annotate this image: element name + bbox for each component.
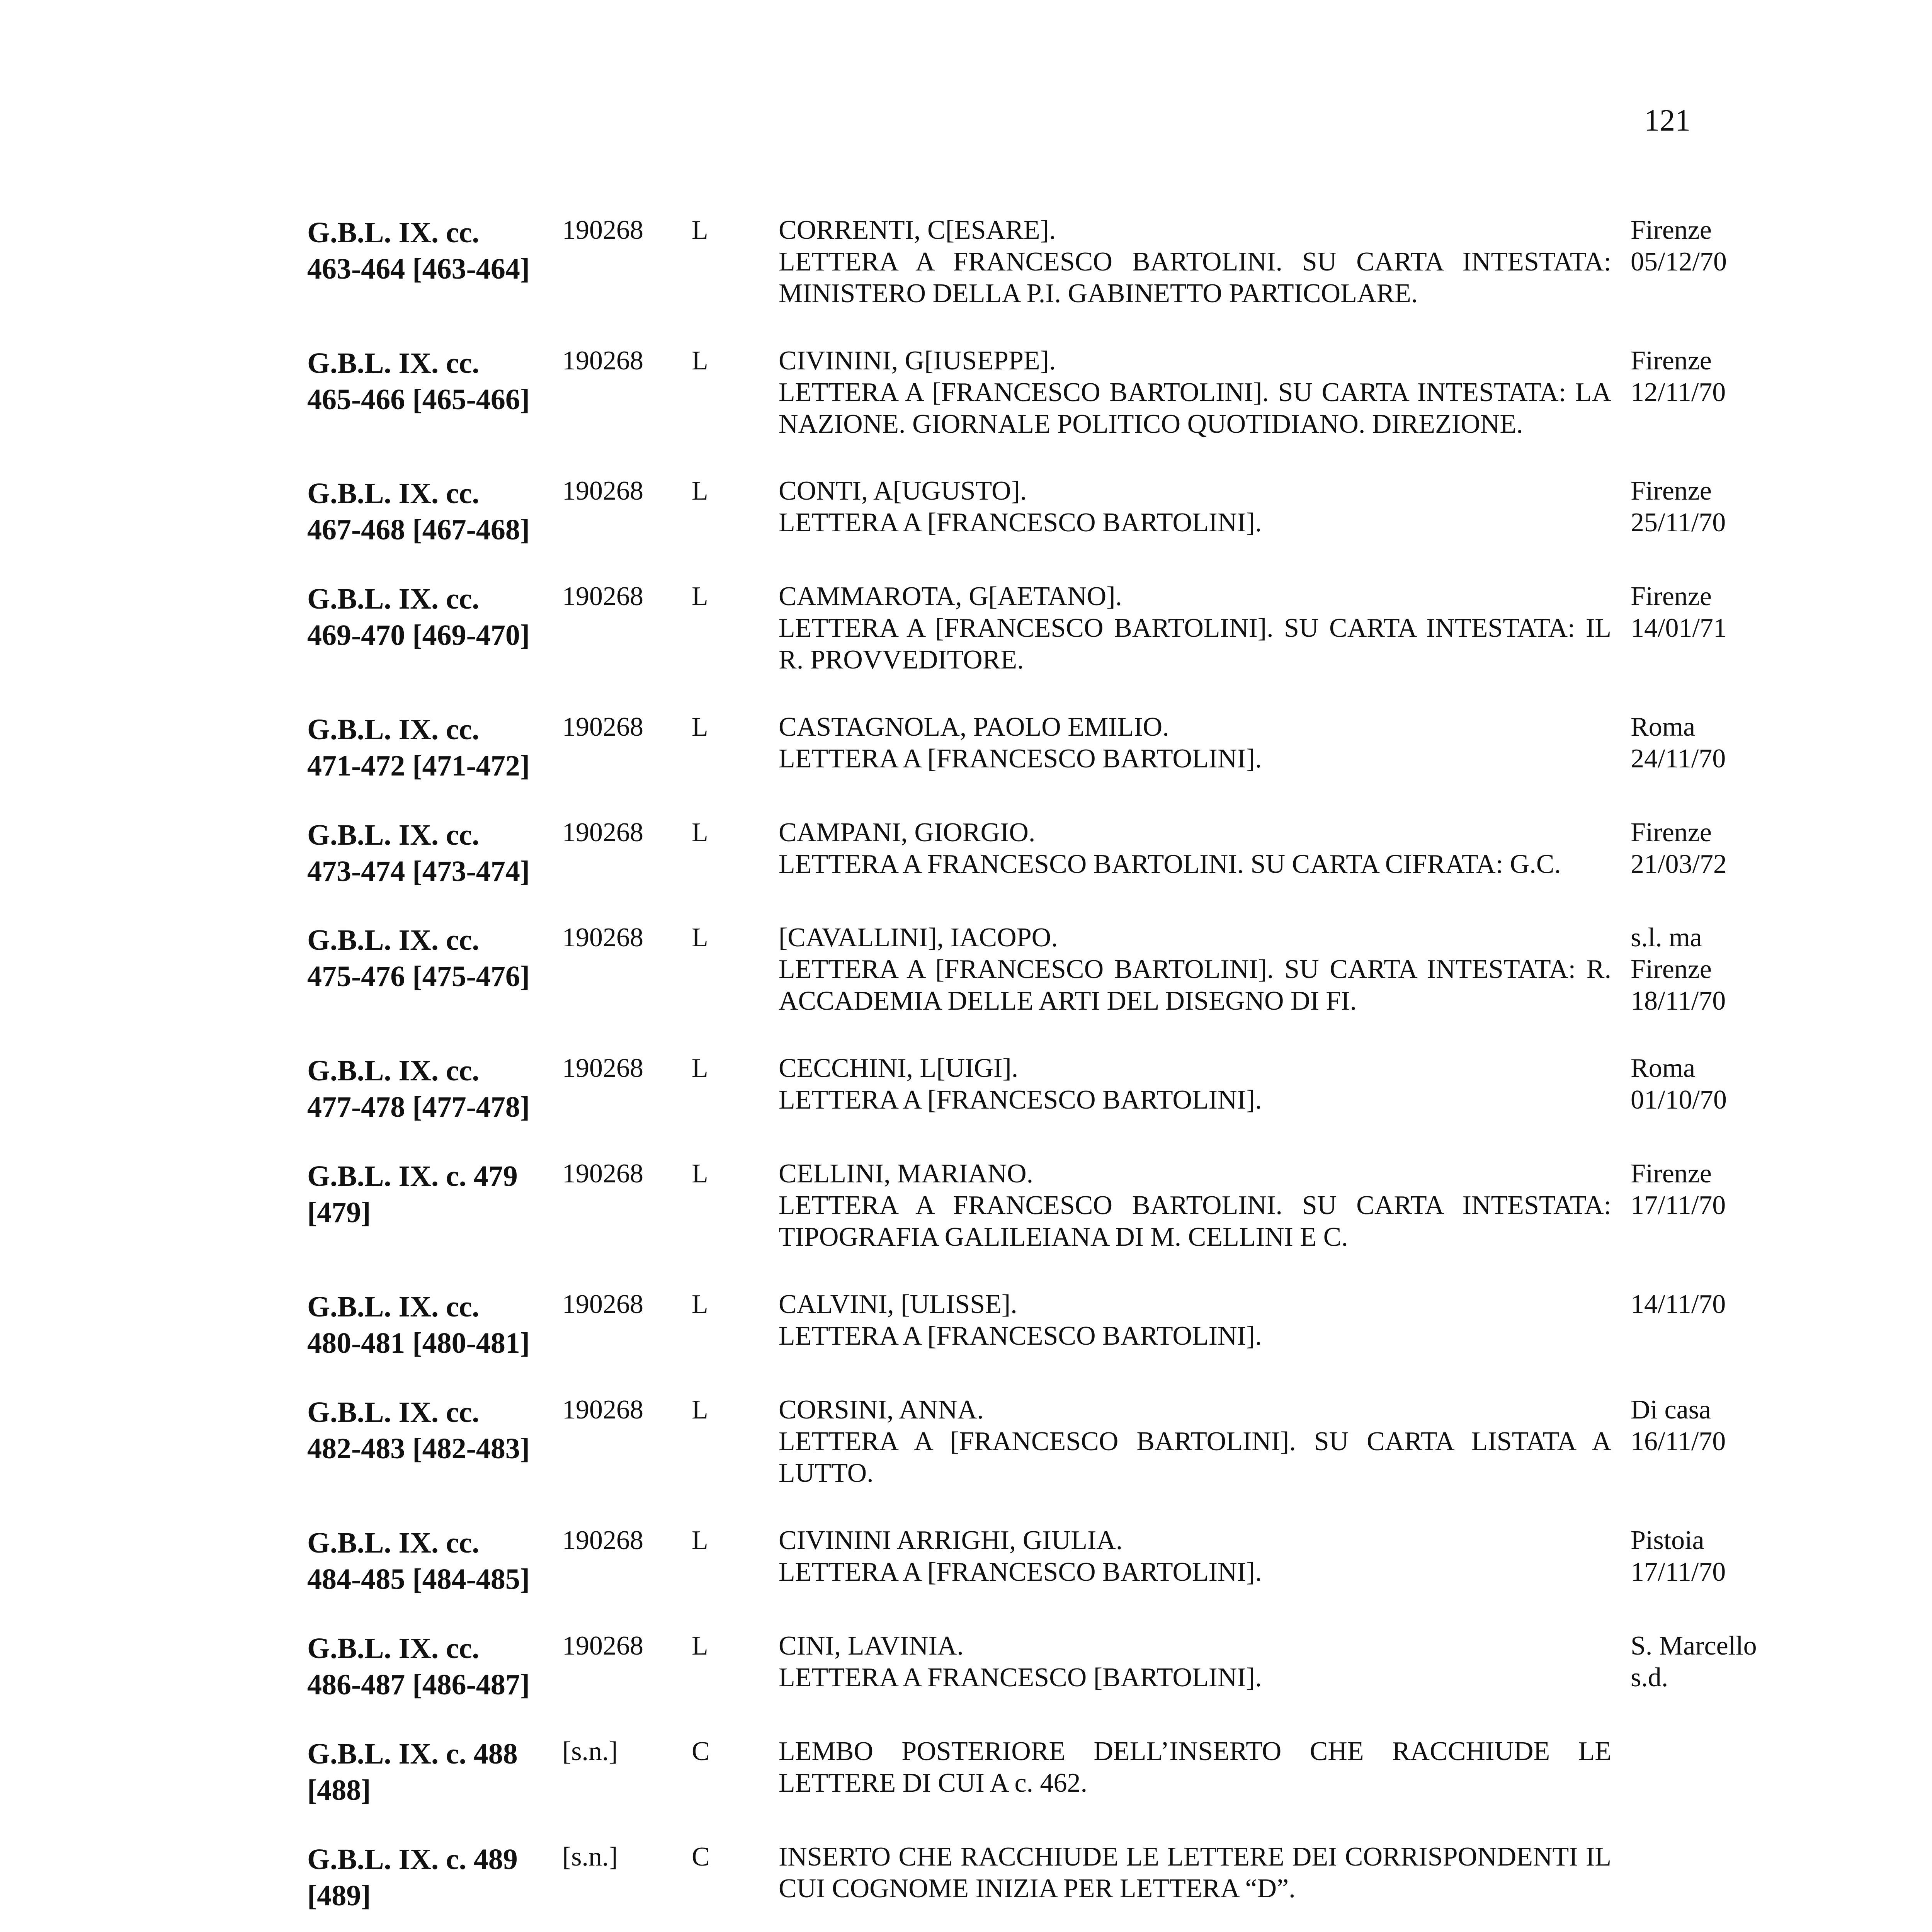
correspondent-name: CALVINI, [ULISSE]. [779, 1289, 1017, 1319]
inventory-number: 190268 [562, 1289, 643, 1319]
description-text: LETTERA A [FRANCESCO BARTOLINI]. [779, 744, 1262, 774]
place-date-line: Firenze [1631, 215, 1712, 245]
shelfmark [307, 817, 554, 889]
inventory-number: 190268 [562, 582, 643, 611]
shelfmark-line: 463-464 [463-464] [307, 253, 530, 285]
description-text: LETTERA A [FRANCESCO BARTOLINI]. SU CARTA LISTATA A LUTTO. [779, 1427, 1611, 1488]
place-date [1631, 817, 1808, 880]
inventory-number: 190268 [562, 712, 643, 742]
shelfmark [307, 1394, 554, 1467]
description [779, 214, 1611, 310]
place-date-line: 12/11/70 [1631, 378, 1726, 407]
place-date [1631, 1525, 1808, 1588]
document-type: L [692, 1159, 708, 1189]
shelfmark [307, 1525, 554, 1597]
description [779, 1053, 1611, 1116]
correspondent-name: CAMPANI, GIORGIO. [779, 818, 1036, 847]
correspondent-name: CELLINI, MARIANO. [779, 1159, 1034, 1189]
shelfmark-line: G.B.L. IX. c. 488 [307, 1738, 518, 1770]
place-date-line: Pistoia [1631, 1526, 1704, 1555]
shelfmark-line: G.B.L. IX. cc. [307, 819, 480, 851]
correspondent-name: CIVININI, G[IUSEPPE]. [779, 346, 1056, 376]
shelfmark-line: G.B.L. IX. cc. [307, 583, 480, 615]
shelfmark-line: [488] [307, 1774, 371, 1806]
description [779, 1736, 1611, 1799]
document-type: L [692, 818, 708, 847]
shelfmark-line: G.B.L. IX. cc. [307, 1396, 480, 1429]
place-date [1631, 1630, 1808, 1694]
description-text: LETTERA A FRANCESCO BARTOLINI. SU CARTA INTESTATA: MINISTERO DELLA P.I. GABINETTO PARTICOLARE. [779, 247, 1611, 308]
shelfmark-line: 484-485 [484-485] [307, 1563, 530, 1595]
correspondent-name: CAMMAROTA, G[AETANO]. [779, 582, 1122, 611]
shelfmark [307, 214, 554, 287]
shelfmark-line: G.B.L. IX. cc. [307, 477, 480, 510]
document-type: L [692, 215, 708, 245]
document-type: L [692, 1289, 708, 1319]
shelfmark [307, 475, 554, 548]
inventory-number: 190268 [562, 923, 643, 952]
document-type: L [692, 1631, 708, 1661]
inventory-number: 190268 [562, 1159, 643, 1189]
shelfmark-line: [489] [307, 1879, 371, 1912]
description-text: INSERTO CHE RACCHIUDE LE LETTERE DEI CORRISPONDENTI IL CUI COGNOME INIZIA PER LETTERA “D”. [779, 1842, 1611, 1903]
place-date-line: 14/01/71 [1631, 613, 1727, 643]
description [779, 817, 1611, 880]
description [779, 1158, 1611, 1253]
description [779, 711, 1611, 775]
place-date-line: Firenze [1631, 818, 1712, 847]
shelfmark-line: 477-478 [477-478] [307, 1091, 530, 1123]
place-date-line: S. Marcello [1631, 1631, 1757, 1661]
correspondent-name: CORSINI, ANNA. [779, 1395, 984, 1425]
inventory-number: 190268 [562, 1053, 643, 1083]
document-type: L [692, 923, 708, 952]
page-number: 121 [1644, 104, 1690, 138]
shelfmark [307, 1841, 554, 1914]
place-date [1631, 345, 1808, 408]
place-date-line: 18/11/70 [1631, 986, 1726, 1016]
shelfmark [307, 1158, 554, 1231]
document-type: L [692, 1053, 708, 1083]
correspondent-name: CORRENTI, C[ESARE]. [779, 215, 1056, 245]
description [779, 345, 1611, 440]
description [779, 922, 1611, 1017]
shelfmark-line: 482-483 [482-483] [307, 1432, 530, 1465]
place-date-line: 24/11/70 [1631, 744, 1726, 774]
shelfmark-line: 486-487 [486-487] [307, 1668, 530, 1701]
shelfmark-line: G.B.L. IX. cc. [307, 1054, 480, 1087]
shelfmark [307, 345, 554, 418]
description [779, 581, 1611, 676]
shelfmark-line: 465-466 [465-466] [307, 383, 530, 416]
shelfmark-line: G.B.L. IX. cc. [307, 713, 480, 746]
correspondent-name: CASTAGNOLA, PAOLO EMILIO. [779, 712, 1169, 742]
description [779, 1394, 1611, 1489]
place-date-line: Firenze [1631, 476, 1712, 506]
shelfmark-line: 475-476 [475-476] [307, 960, 530, 993]
document-type: L [692, 712, 708, 742]
document-type: L [692, 1395, 708, 1425]
place-date [1631, 1158, 1808, 1221]
description [779, 1289, 1611, 1352]
description [779, 475, 1611, 539]
shelfmark-line: 471-472 [471-472] [307, 750, 530, 782]
description-text: LETTERA A [FRANCESCO BARTOLINI]. [779, 1321, 1262, 1351]
correspondent-name: [CAVALLINI], IACOPO. [779, 923, 1058, 952]
place-date-line: 17/11/70 [1631, 1190, 1726, 1220]
correspondent-name: CONTI, A[UGUSTO]. [779, 476, 1027, 506]
description-text: LETTERA A [FRANCESCO BARTOLINI]. SU CARTA INTESTATA: LA NAZIONE. GIORNALE POLITICO QUOTIDIANO. DIREZIONE. [779, 378, 1611, 439]
shelfmark [307, 1053, 554, 1125]
shelfmark [307, 1736, 554, 1808]
place-date-line: Firenze [1631, 346, 1712, 376]
description-text: LEMBO POSTERIORE DELL’INSERTO CHE RACCHIUDE LE LETTERE DI CUI A c. 462. [779, 1736, 1611, 1798]
shelfmark [307, 1289, 554, 1361]
place-date-line: s.l. ma [1631, 923, 1702, 952]
place-date [1631, 711, 1808, 775]
shelfmark-line: G.B.L. IX. cc. [307, 216, 480, 249]
place-date-line: Di casa [1631, 1395, 1711, 1425]
shelfmark-line: G.B.L. IX. cc. [307, 1527, 480, 1559]
inventory-number: 190268 [562, 476, 643, 506]
place-date-line: 25/11/70 [1631, 508, 1726, 537]
shelfmark-line: 467-468 [467-468] [307, 514, 530, 546]
place-date [1631, 1394, 1808, 1458]
inventory-number: 190268 [562, 346, 643, 376]
description-text: LETTERA A [FRANCESCO BARTOLINI]. [779, 508, 1262, 537]
place-date [1631, 475, 1808, 539]
shelfmark-line: 480-481 [480-481] [307, 1327, 530, 1359]
shelfmark [307, 581, 554, 653]
document-type: C [692, 1842, 710, 1872]
description [779, 1525, 1611, 1588]
document-type: L [692, 476, 708, 506]
place-date [1631, 581, 1808, 644]
inventory-number: 190268 [562, 1631, 643, 1661]
place-date-line: 21/03/72 [1631, 849, 1727, 879]
description-text: LETTERA A [FRANCESCO BARTOLINI]. SU CARTA INTESTATA: IL R. PROVVEDITORE. [779, 613, 1611, 675]
correspondent-name: CINI, LAVINIA. [779, 1631, 964, 1661]
place-date-line: Firenze [1631, 582, 1712, 611]
shelfmark-line: G.B.L. IX. cc. [307, 1291, 480, 1323]
inventory-number: 190268 [562, 1395, 643, 1425]
place-date-line: 14/11/70 [1631, 1289, 1726, 1319]
document-type: L [692, 346, 708, 376]
description [779, 1630, 1611, 1694]
place-date-line: Roma [1631, 712, 1696, 742]
shelfmark-line: [479] [307, 1196, 371, 1229]
description-text: LETTERA A [FRANCESCO BARTOLINI]. [779, 1085, 1262, 1115]
description-text: LETTERA A [FRANCESCO BARTOLINI]. SU CARTA INTESTATA: R. ACCADEMIA DELLE ARTI DEL DISEGNO DI FI. [779, 954, 1611, 1016]
place-date [1631, 1289, 1808, 1320]
inventory-number: 190268 [562, 215, 643, 245]
shelfmark-line: 473-474 [473-474] [307, 855, 530, 888]
inventory-number: 190268 [562, 1526, 643, 1555]
place-date-line: s.d. [1631, 1663, 1668, 1692]
shelfmark [307, 922, 554, 995]
shelfmark-line: G.B.L. IX. cc. [307, 924, 480, 956]
description-text: LETTERA A FRANCESCO BARTOLINI. SU CARTA INTESTATA: TIPOGRAFIA GALILEIANA DI M. CELLINI E C. [779, 1190, 1611, 1252]
shelfmark [307, 711, 554, 784]
inventory-number: 190268 [562, 818, 643, 847]
shelfmark-line: 469-470 [469-470] [307, 619, 530, 651]
shelfmark-line: G.B.L. IX. cc. [307, 1632, 480, 1665]
place-date-line: 17/11/70 [1631, 1557, 1726, 1587]
description-text: LETTERA A FRANCESCO [BARTOLINI]. [779, 1663, 1262, 1692]
place-date-line: 05/12/70 [1631, 247, 1727, 277]
correspondent-name: CECCHINI, L[UIGI]. [779, 1053, 1019, 1083]
place-date-line: 01/10/70 [1631, 1085, 1727, 1115]
place-date [1631, 1053, 1808, 1116]
shelfmark-line: G.B.L. IX. c. 489 [307, 1843, 518, 1876]
description-text: LETTERA A FRANCESCO BARTOLINI. SU CARTA CIFRATA: G.C. [779, 849, 1561, 879]
place-date-line: Firenze [1631, 954, 1712, 984]
shelfmark-line: G.B.L. IX. cc. [307, 347, 480, 379]
inventory-number: [s.n.] [562, 1736, 618, 1766]
document-type: C [692, 1736, 710, 1766]
inventory-number: [s.n.] [562, 1842, 618, 1872]
correspondent-name: CIVININI ARRIGHI, GIULIA. [779, 1526, 1123, 1555]
place-date [1631, 214, 1808, 278]
shelfmark [307, 1630, 554, 1703]
description [779, 1841, 1611, 1905]
place-date [1631, 922, 1808, 1017]
place-date-line: Roma [1631, 1053, 1696, 1083]
shelfmark-line: G.B.L. IX. c. 479 [307, 1160, 518, 1192]
document-type: L [692, 1526, 708, 1555]
document-type: L [692, 582, 708, 611]
description-text: LETTERA A [FRANCESCO BARTOLINI]. [779, 1557, 1262, 1587]
place-date-line: Firenze [1631, 1159, 1712, 1189]
place-date-line: 16/11/70 [1631, 1427, 1726, 1456]
